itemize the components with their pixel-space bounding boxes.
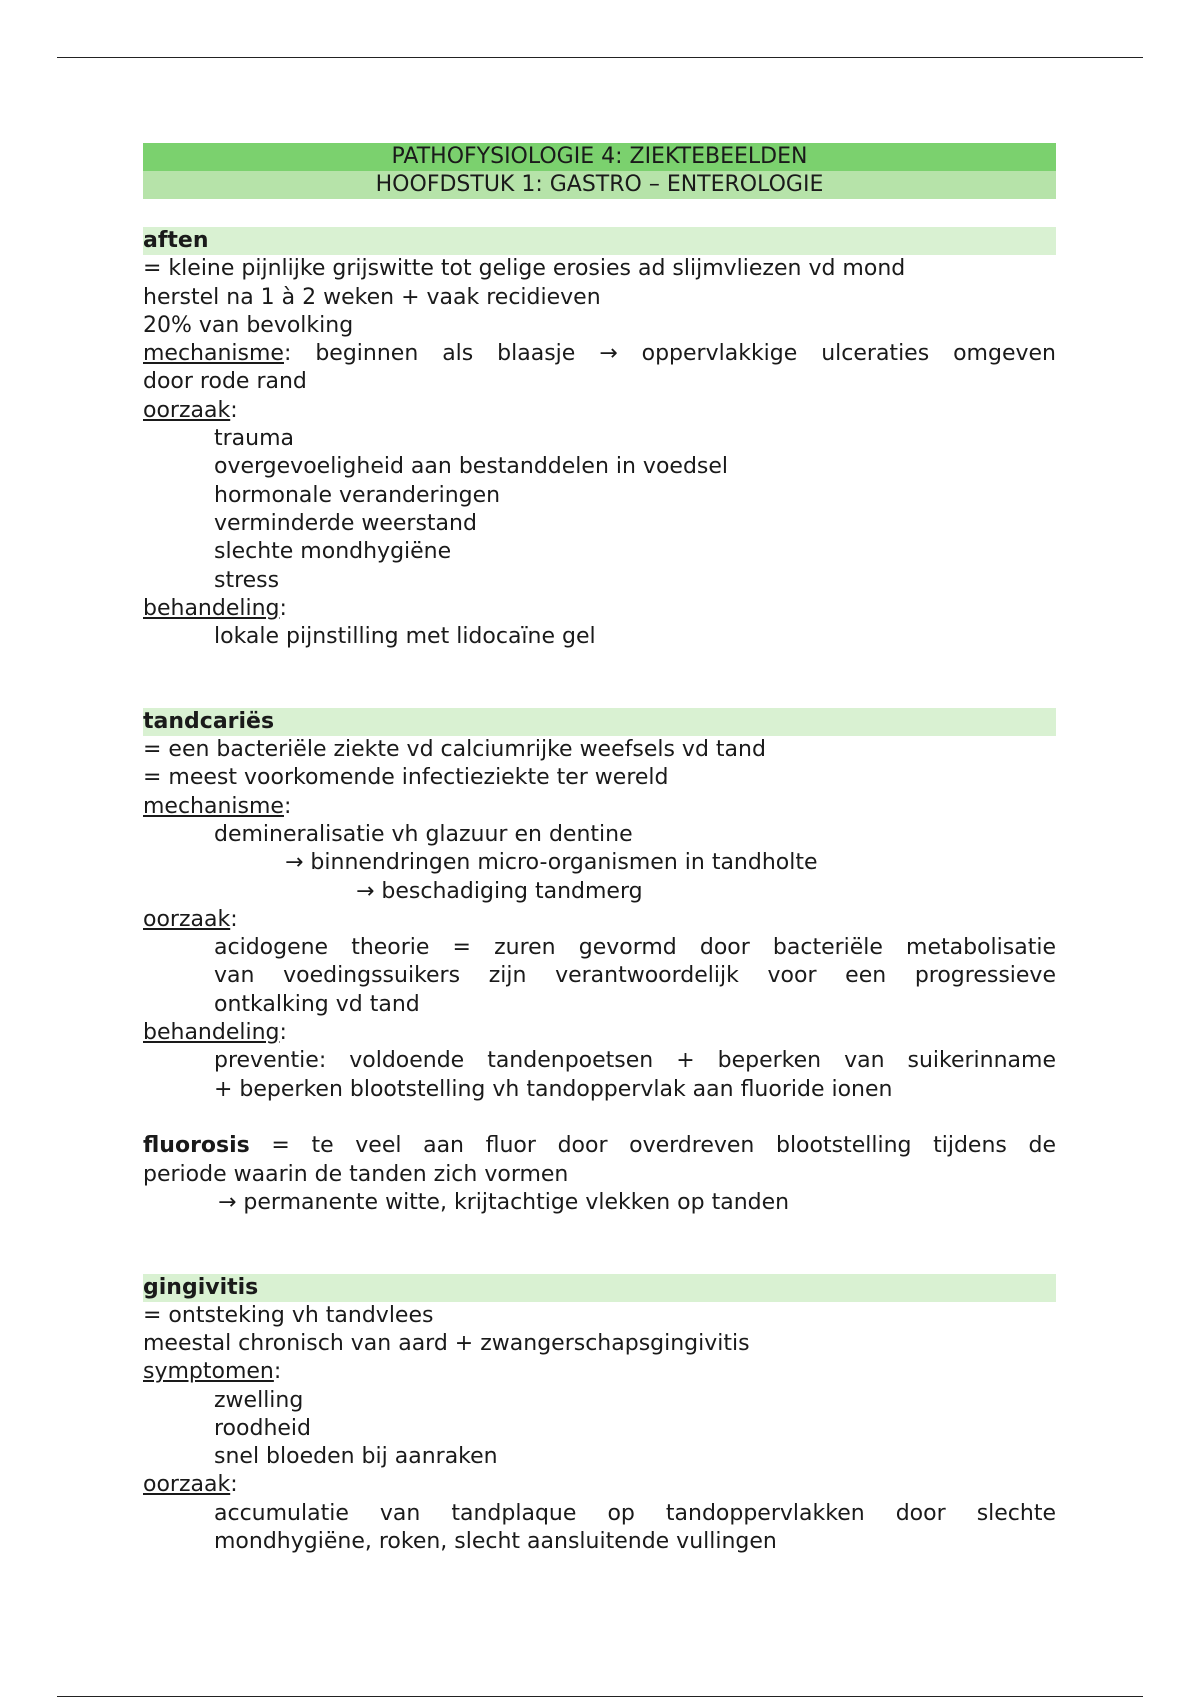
- tandcaries-behandeling-2: + beperken blootstelling vh tandoppervlak aan fluoride ionen: [214, 1076, 893, 1102]
- gingivitis-def: = ontsteking vh tandvlees: [143, 1302, 434, 1328]
- aften-mechanisme-cont: door rode rand: [143, 369, 307, 395]
- tandcaries-oorzaak-1: acidogene theorie = zuren gevormd door bacteriële metabolisatie: [214, 935, 1056, 961]
- aften-herstel: herstel na 1 à 2 weken + vaak recidieven: [143, 284, 601, 310]
- section-heading-aften: aften: [143, 227, 1056, 255]
- tandcaries-oorzaak-2: van voedingssuikers zijn verantwoordelijk voor een progressieve: [214, 963, 1056, 989]
- fluorosis-line-2: periode waarin de tanden zich vormen: [143, 1161, 569, 1187]
- top-rule: [57, 57, 1143, 58]
- mechanisme-label: mechanisme: [143, 341, 284, 367]
- gingivitis-aard: meestal chronisch van aard + zwangerschapsgingivitis: [143, 1330, 750, 1356]
- chapter-title: HOOFDSTUK 1: GASTRO – ENTEROLOGIE: [143, 171, 1056, 199]
- list-item: stress: [214, 567, 280, 593]
- section-heading-tandcaries: tandcariës: [143, 708, 1056, 736]
- fluorosis-term: fluorosis: [143, 1133, 250, 1159]
- aften-behandeling: lokale pijnstilling met lidocaïne gel: [214, 624, 596, 650]
- aften-behandeling-label: behandeling:: [143, 595, 287, 621]
- list-item: verminderde weerstand: [214, 510, 477, 536]
- aften-oorzaak-label: oorzaak:: [143, 397, 238, 423]
- tandcaries-mech-2: → binnendringen micro-organismen in tandholte: [285, 850, 818, 876]
- tandcaries-behandeling-1: preventie: voldoende tandenpoetsen + beperken van suikerinname: [214, 1048, 1056, 1074]
- list-item: trauma: [214, 426, 295, 452]
- list-item: roodheid: [214, 1415, 312, 1441]
- list-item: zwelling: [214, 1387, 304, 1413]
- section-heading-gingivitis: gingivitis: [143, 1274, 1056, 1302]
- aften-definition: = kleine pijnlijke grijswitte tot gelige erosies ad slijmvliezen vd mond: [143, 256, 906, 282]
- gingivitis-symptomen-label: symptomen:: [143, 1359, 282, 1385]
- tandcaries-def-2: = meest voorkomende infectieziekte ter wereld: [143, 765, 669, 791]
- aften-mechanisme: mechanisme: beginnen als blaasje → oppervlakkige ulceraties omgeven: [143, 341, 1056, 367]
- page-title: PATHOFYSIOLOGIE 4: ZIEKTEBEELDEN: [143, 143, 1056, 171]
- tandcaries-mechanisme-label: mechanisme:: [143, 793, 292, 819]
- gingivitis-oorzaak-2: mondhygiëne, roken, slecht aansluitende vullingen: [214, 1529, 777, 1555]
- bottom-rule: [57, 1696, 1143, 1697]
- fluorosis-line-3: → permanente witte, krijtachtige vlekken op tanden: [218, 1189, 790, 1215]
- document-body: [143, 143, 1056, 1556]
- list-item: overgevoeligheid aan bestanddelen in voedsel: [214, 454, 729, 480]
- gingivitis-oorzaak-label: oorzaak:: [143, 1472, 238, 1498]
- fluorosis-line-1: fluorosis = te veel aan fluor door overdreven blootstelling tijdens de: [143, 1133, 1056, 1159]
- list-item: snel bloeden bij aanraken: [214, 1444, 498, 1470]
- tandcaries-behandeling-label: behandeling:: [143, 1020, 287, 1046]
- list-item: slechte mondhygiëne: [214, 539, 452, 565]
- gingivitis-oorzaak-1: accumulatie van tandplaque op tandoppervlakken door slechte: [214, 1500, 1056, 1526]
- tandcaries-oorzaak-label: oorzaak:: [143, 906, 238, 932]
- tandcaries-mech-1: demineralisatie vh glazuur en dentine: [214, 821, 633, 847]
- tandcaries-oorzaak-3: ontkalking vd tand: [214, 991, 420, 1017]
- tandcaries-def-1: = een bacteriële ziekte vd calciumrijke weefsels vd tand: [143, 737, 766, 763]
- list-item: hormonale veranderingen: [214, 482, 501, 508]
- aften-bevolking: 20% van bevolking: [143, 312, 354, 338]
- tandcaries-mech-3: → beschadiging tandmerg: [356, 878, 643, 904]
